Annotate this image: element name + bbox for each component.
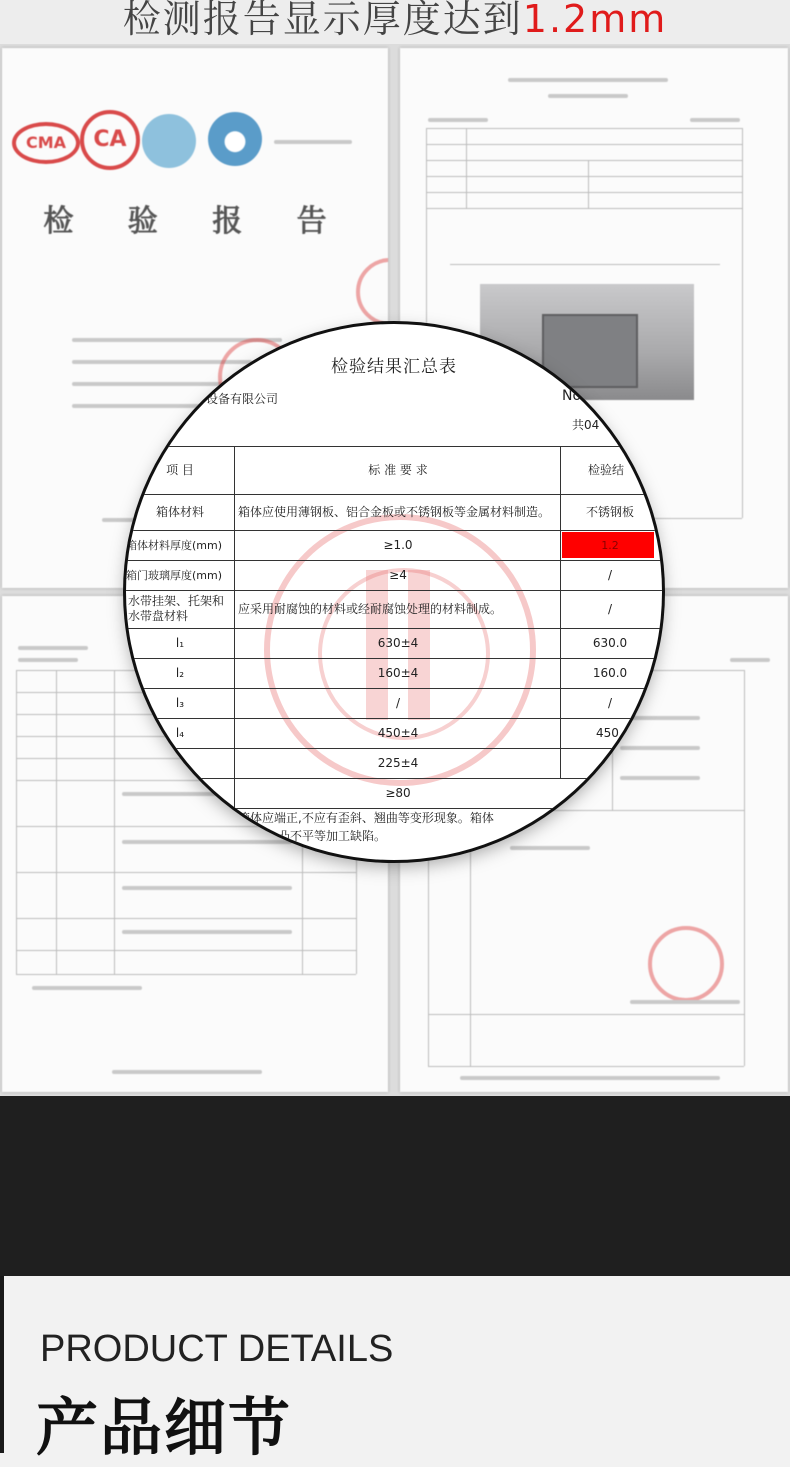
page-count: 共04	[572, 418, 600, 432]
row-result: /	[607, 601, 613, 616]
report-number: No	[562, 388, 582, 404]
dark-divider-band	[0, 1096, 790, 1276]
headline-highlight: 1.2mm	[522, 0, 668, 41]
row-requirement: 450±4	[377, 725, 419, 740]
row-requirement: 630±4	[377, 635, 419, 650]
header-requirement: 标 准 要 求	[368, 462, 428, 477]
section-title-en: PRODUCT DETAILS	[40, 1328, 394, 1370]
header-result: 检验结	[588, 462, 625, 477]
row-item: l₄	[175, 725, 185, 740]
red-seal-stamp-edge	[356, 258, 388, 326]
row-item: l₁	[175, 635, 185, 650]
headline	[0, 0, 790, 43]
row-item: 箱体材料厚度(mm)	[126, 538, 223, 552]
certification-logos	[12, 110, 272, 170]
row-item: 箱体材料	[155, 504, 204, 519]
row-item: 箱门玻璃厚度(mm)	[126, 568, 223, 582]
row-item: l₂	[175, 665, 185, 680]
accreditation-logo	[142, 114, 196, 168]
cnas-logo	[208, 112, 262, 166]
report-title: 检 验 报 告	[43, 204, 349, 239]
company-name: 设备有限公司	[206, 392, 279, 406]
row-item: l₃	[175, 695, 185, 710]
inspection-summary-table	[126, 446, 662, 860]
red-seal-stamp-lower	[648, 926, 724, 1002]
top-banner	[0, 0, 790, 44]
row-requirement: ≥4	[389, 567, 407, 582]
header-item: 项 目	[166, 462, 194, 477]
row-requirement: /	[395, 695, 401, 710]
row-result: 630.0	[592, 635, 628, 650]
section-side-rule	[0, 1276, 4, 1453]
row-result: 450	[596, 725, 619, 740]
row-requirement: 箱体应使用薄钢板、铝合金板或不锈钢板等金属材料制造。	[238, 504, 551, 519]
row-result: 不锈钢板	[585, 504, 634, 519]
row-item: 水带挂架、托架和水带盘材料	[128, 594, 225, 623]
ca-logo: CA	[80, 110, 140, 170]
section-title-cn: 产品细节	[36, 1391, 293, 1464]
row-requirement: 凸不平等加工缺陷。	[278, 828, 387, 843]
row-requirement: ≥80	[385, 785, 411, 800]
product-details-section	[0, 1276, 790, 1464]
row-requirement: 225±4	[377, 755, 419, 770]
row-requirement: 160±4	[377, 665, 419, 680]
magnifier-lens	[126, 324, 662, 860]
row-requirement: ≥1.0	[383, 537, 413, 552]
cma-logo: CMA	[12, 122, 80, 164]
row-result: /	[607, 567, 613, 582]
row-result-highlighted: 1.2	[601, 538, 619, 552]
row-requirement: 箱体应端正,不应有歪斜、翘曲等变形现象。箱体	[238, 810, 494, 825]
headline-prefix: 检测报告显示厚度达到	[122, 0, 523, 41]
summary-table-title: 检验结果汇总表	[331, 357, 457, 377]
row-result: 160.0	[592, 665, 628, 680]
row-result: /	[607, 695, 613, 710]
row-requirement: 应采用耐腐蚀的材料或经耐腐蚀处理的材料制成。	[238, 601, 503, 616]
